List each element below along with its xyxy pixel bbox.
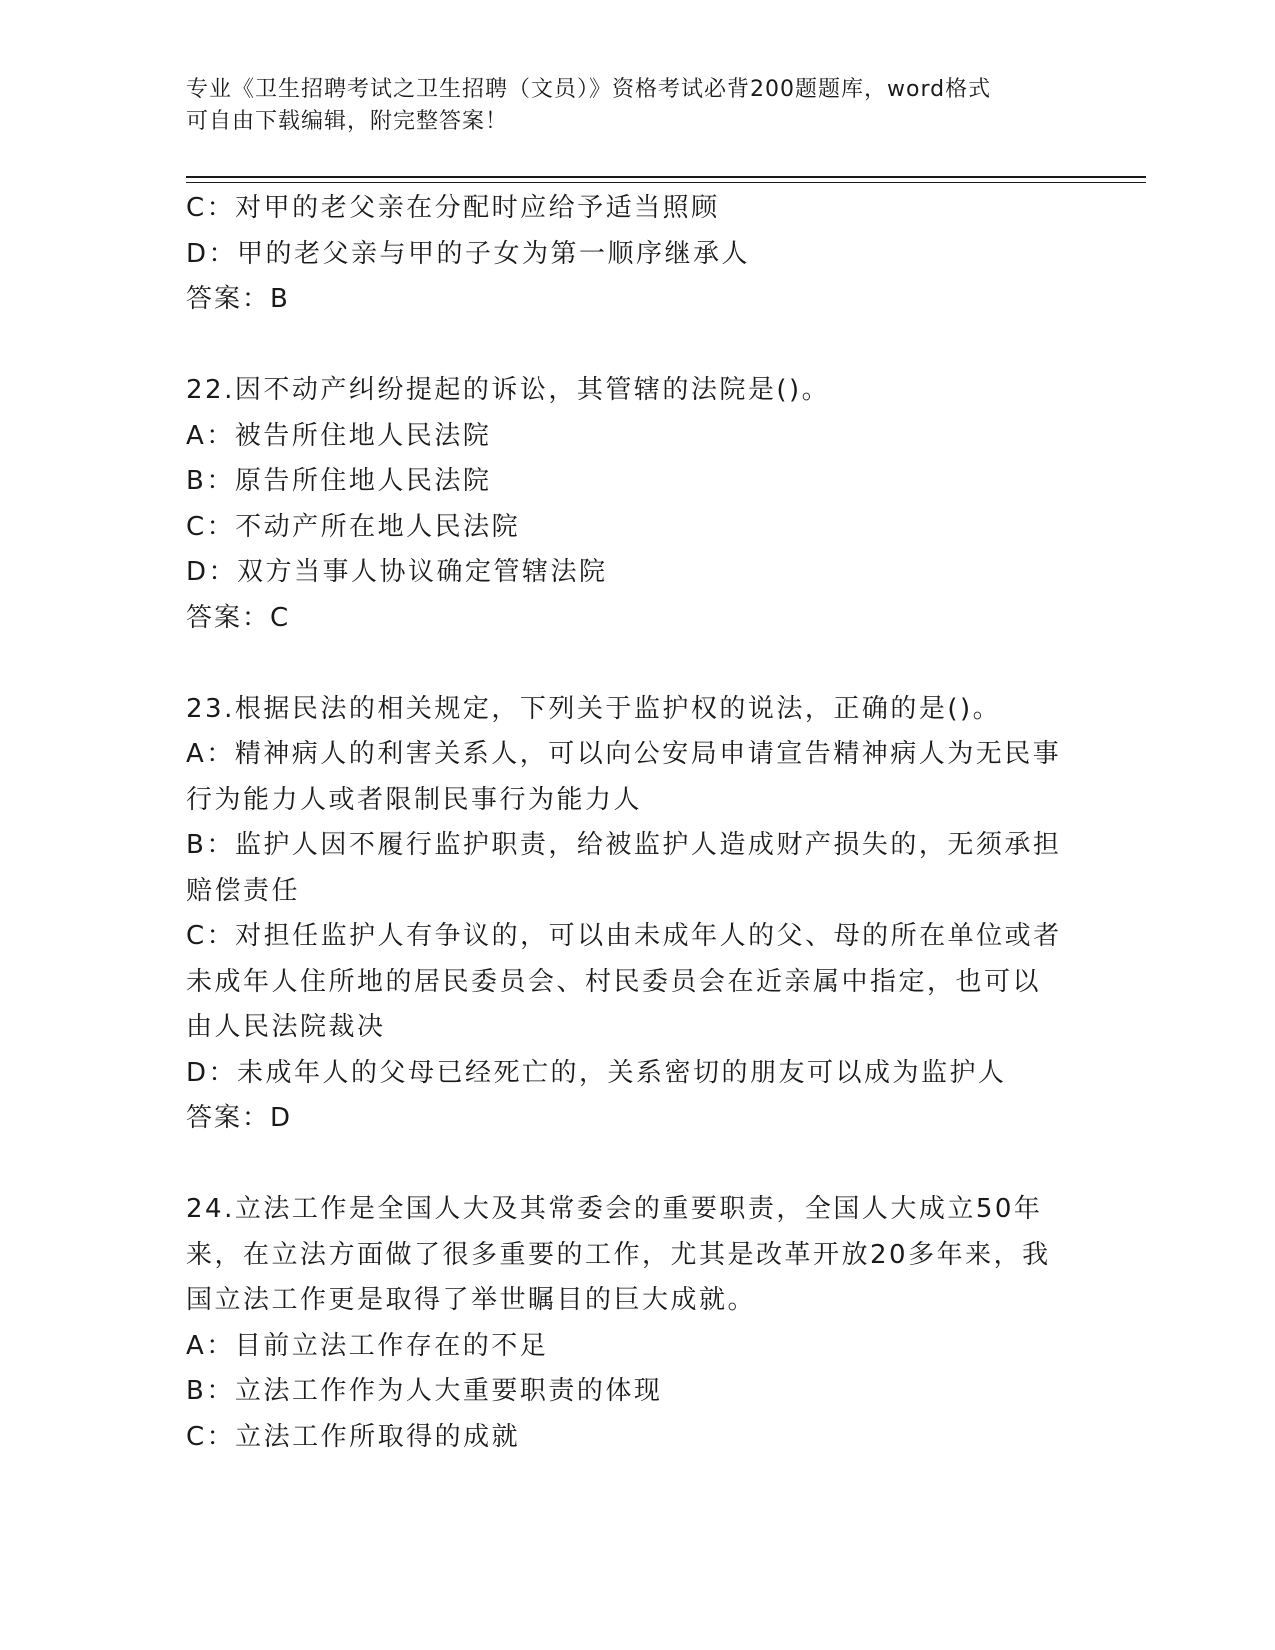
question-23-block — [186, 687, 1086, 1142]
option-d: D：未成年人的父母已经死亡的，关系密切的朋友可以成为监护人 — [186, 1057, 1007, 1088]
question-21-block — [186, 186, 1086, 323]
answer: 答案：C — [186, 602, 291, 633]
header-divider-thick — [186, 176, 1146, 178]
question-24-block — [186, 1187, 1086, 1460]
header-title-line-1: 专业《卫生招聘考试之卫生招聘（文员）》资格考试必背200题题库，word格式 — [186, 77, 992, 102]
header-divider-thin — [186, 182, 1146, 183]
option-b: B：立法工作作为人大重要职责的体现 — [186, 1376, 663, 1406]
option-d: D：双方当事人协议确定管辖法院 — [186, 557, 608, 587]
option-c: C：对甲的老父亲在分配时应给予适当照顾 — [186, 193, 720, 223]
question-text-line-1: 24.立法工作是全国人大及其常委会的重要职责，全国人大成立50年 — [186, 1194, 1043, 1224]
spacer — [186, 1142, 1086, 1188]
question-22-block — [186, 368, 1086, 641]
option-b: B：原告所住地人民法院 — [186, 466, 492, 496]
option-c-line-2: 未成年人住所地的居民委员会、村民委员会在近亲属中指定，也可以 — [186, 966, 1042, 997]
option-b-line-1: B：监护人因不履行监护职责，给被监护人造成财产损失的，无须承担 — [186, 830, 1062, 860]
spacer — [186, 641, 1086, 687]
option-c: C：不动产所在地人民法院 — [186, 511, 521, 542]
option-b-line-2: 赔偿责任 — [186, 875, 301, 906]
option-a-line-2: 行为能力人或者限制民事行为能力人 — [186, 784, 643, 815]
option-c-line-3: 由人民法院裁决 — [186, 1012, 386, 1042]
option-a: A：被告所住地人民法院 — [186, 420, 492, 451]
question-text-line-2: 来，在立法方面做了很多重要的工作，尤其是改革开放20多年来，我 — [186, 1239, 1051, 1270]
answer: 答案：D — [186, 1103, 293, 1133]
question-text: 22.因不动产纠纷提起的诉讼，其管辖的法院是()。 — [186, 375, 831, 405]
header-title-line-2: 可自由下载编辑，附完整答案！ — [186, 109, 509, 134]
option-d: D：甲的老父亲与甲的子女为第一顺序继承人 — [186, 238, 751, 269]
page-header — [186, 74, 1066, 138]
option-c: C：立法工作所取得的成就 — [186, 1421, 521, 1452]
option-c-line-1: C：对担任监护人有争议的，可以由未成年人的父、母的所在单位或者 — [186, 921, 1062, 951]
option-a-line-1: A：精神病人的利害关系人，可以向公安局申请宣告精神病人为无民事 — [186, 739, 1062, 769]
option-a: A：目前立法工作存在的不足 — [186, 1330, 549, 1361]
question-text: 23.根据民法的相关规定，下列关于监护权的说法，正确的是()。 — [186, 693, 1002, 724]
question-content — [186, 186, 1086, 1460]
question-text-line-3: 国立法工作更是取得了举世瞩目的巨大成就。 — [186, 1285, 757, 1315]
spacer — [186, 323, 1086, 369]
answer: 答案：B — [186, 284, 290, 314]
